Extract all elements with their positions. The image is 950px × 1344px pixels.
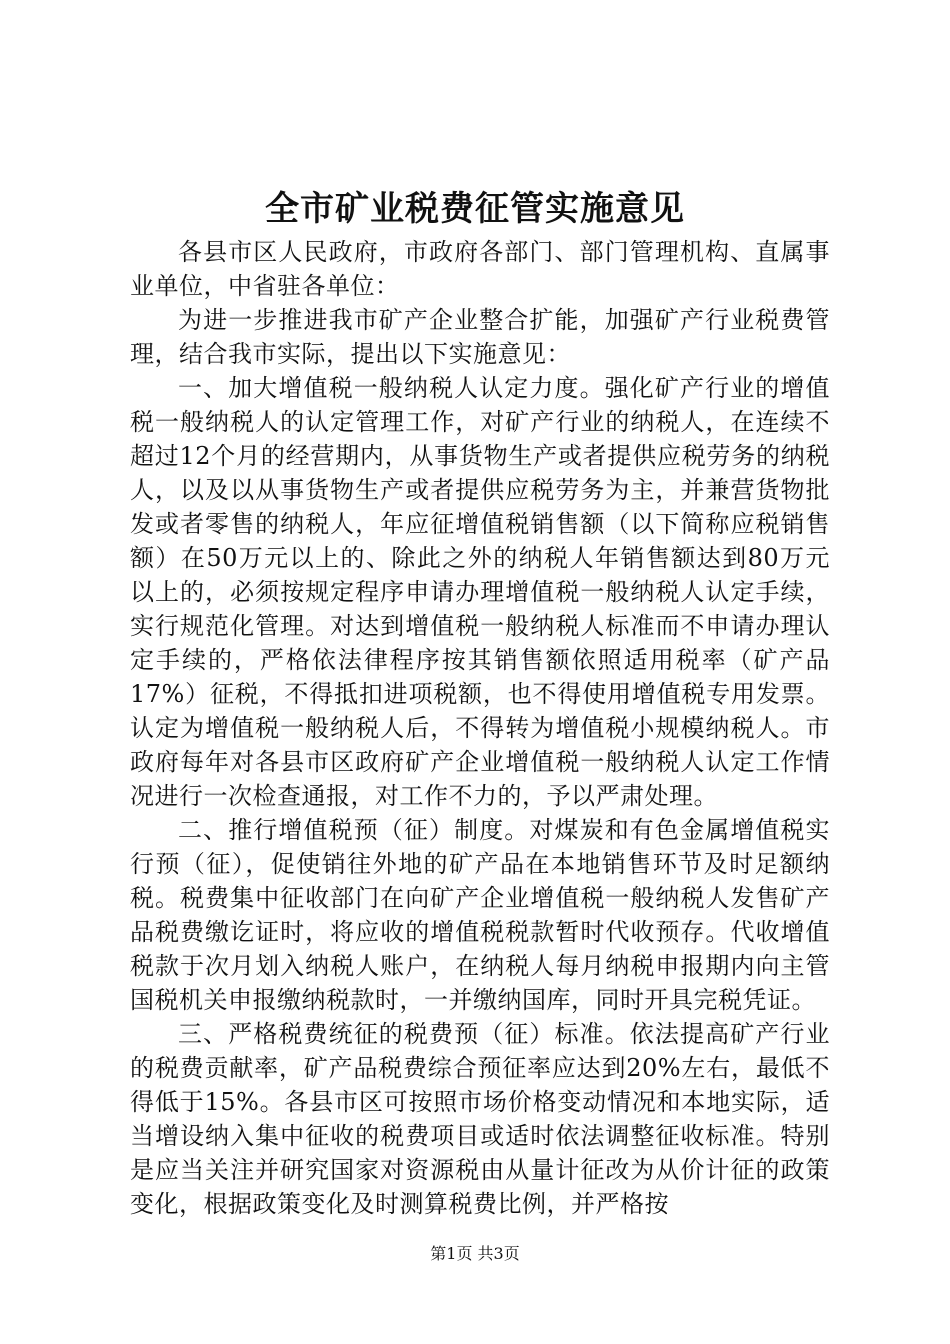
document-title: 全市矿业税费征管实施意见 [265, 189, 685, 229]
paragraph-intro: 为进一步推进我市矿产企业整合扩能，加强矿产行业税费管理，结合我市实际，提出以下实施意见： [130, 306, 830, 368]
page-number-footer: 第1页 共3页 [430, 1244, 520, 1263]
document-body [130, 235, 830, 1221]
paragraph-salutation: 各县市区人民政府，市政府各部门、部门管理机构、直属事业单位，中省驻各单位： [130, 238, 830, 300]
paragraph-section-3: 三、严格税费统征的税费预（征）标准。依法提高矿产行业的税费贡献率，矿产品税费综合预征率应达到20%左右，最低不得低于15%。各县市区可按照市场价格变动情况和本地实际，适当增设纳入集中征收的税费项目或适时依法调整征收标准。特别是应当关注并研究国家对资源税由从量计征改为从价计征的政策变化，根据政策变化及时测算税费比例，并严格按 [130, 1020, 830, 1218]
paragraph-section-1: 一、加大增值税一般纳税人认定力度。强化矿产行业的增值税一般纳税人的认定管理工作，对矿产行业的纳税人，在连续不超过12个月的经营期内，从事货物生产或者提供应税劳务的纳税人，以及以从事货物生产或者提供应税劳务为主，并兼营货物批发或者零售的纳税人，年应征增值税销售额（以下简称应税销售额）在50万元以上的、除此之外的纳税人年销售额达到80万元以上的，必须按规定程序申请办理增值税一般纳税人认定手续，实行规范化管理。对达到增值税一般纳税人标准而不申请办理认定手续的，严格依法律程序按其销售额依照适用税率（矿产品17%）征税，不得抵扣进项税额，也不得使用增值税专用发票。认定为增值税一般纳税人后，不得转为增值税小规模纳税人。市政府每年对各县市区政府矿产企业增值税一般纳税人认定工作情况进行一次检查通报，对工作不力的，予以严肃处理。 [130, 374, 830, 810]
paragraph-section-2: 二、推行增值税预（征）制度。对煤炭和有色金属增值税实行预（征），促使销往外地的矿产品在本地销售环节及时足额纳税。税费集中征收部门在向矿产企业增值税一般纳税人发售矿产品税费缴讫证时，将应收的增值税税款暂时代收预存。代收增值税款于次月划入纳税人账户，在纳税人每月纳税申报期内向主管国税机关申报缴纳税款时，一并缴纳国库，同时开具完税凭证。 [130, 816, 830, 1014]
